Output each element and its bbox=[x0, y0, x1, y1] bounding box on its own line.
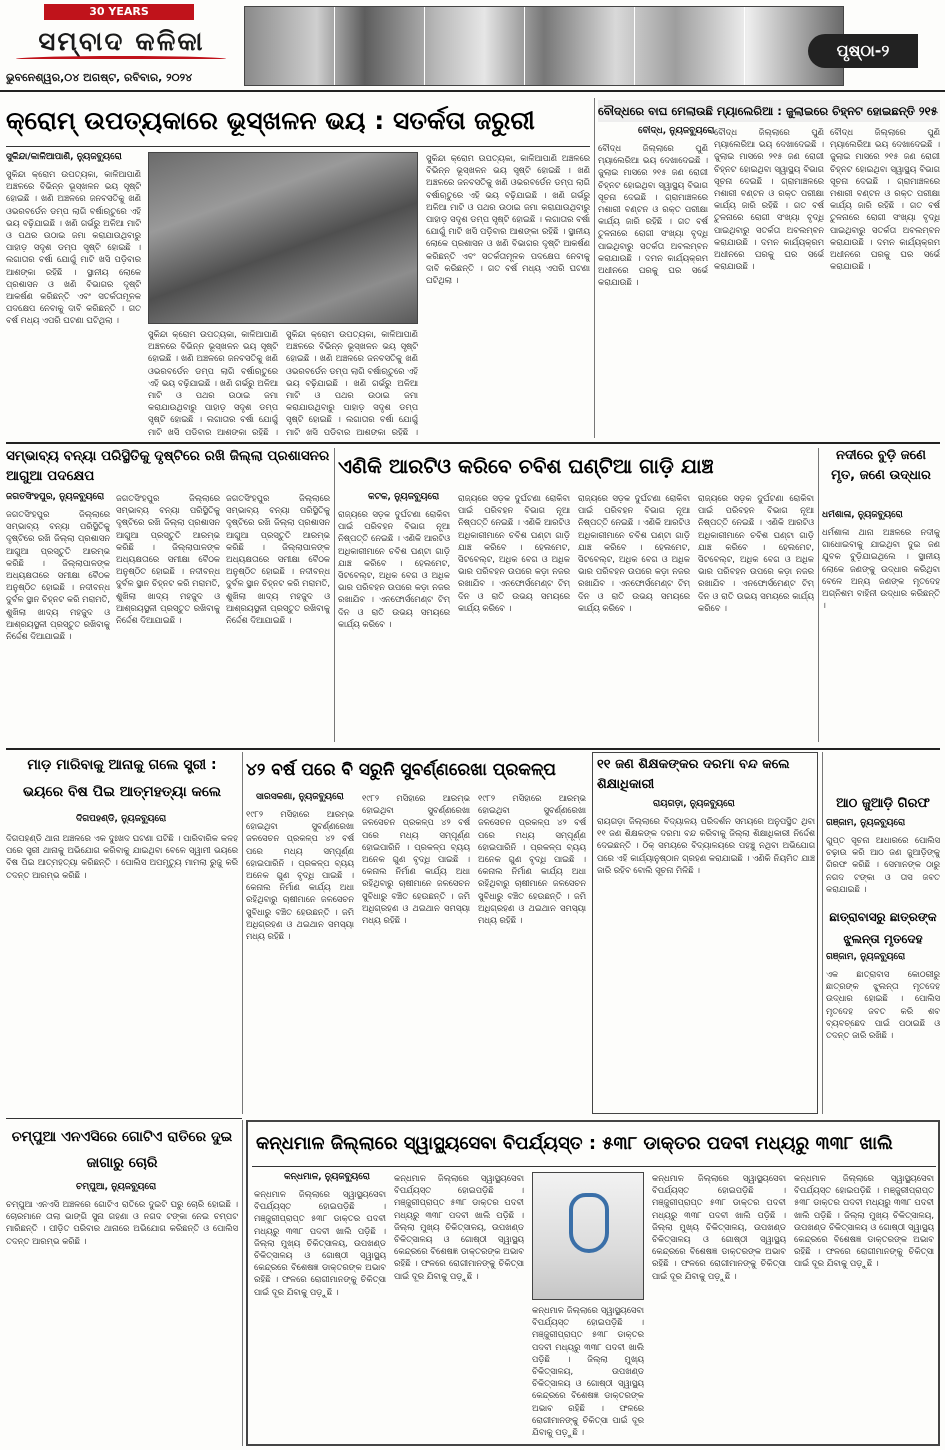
dateline: ଭୁବନେଶ୍ୱର,୦୪ ଅଗଷ୍ଟ, ରବିବାର, ୨୦୨୪ bbox=[6, 71, 193, 84]
body-text: ଦିଗପହଣ୍ଡି ଥାନା ଅଞ୍ଚଳରେ ଏକ ଦୁଃଖଦ ଘଟଣା ଘଟିଛି । ପାରିବାରିକ କଳହ ପରେ ସ୍ତ୍ରୀ ଥାନାକୁ ଅଭିଯୋଗ କରିବାକୁ ଯାଇଥିବା ବେଳେ ସ୍ୱାମୀ ଭୟରେ ବିଷ ପିଇ ଆତ୍ମହତ୍ୟା କରିଛନ୍ତି । ପୋଲିସ ଅପମୃତ୍ୟୁ ମାମଲା ରୁଜୁ କରି ତଦନ୍ତ ଆରମ୍ଭ କରିଛି । bbox=[6, 833, 238, 880]
body-column-1: କନ୍ଧମାଳ ଜିଲ୍ଲାରେ ସ୍ୱାସ୍ଥ୍ୟସେବା ବିପର୍ଯ୍ୟସ୍ତ ହୋଇପଡ଼ିଛି । ମଞ୍ଜୁରୀପ୍ରାପ୍ତ ୫୩୮ ଡାକ୍ତର ପଦବୀ ମଧ୍ୟରୁ ୩୩୮ ପଦବୀ ଖାଲି ପଡ଼ିଛି । ଜିଲ୍ଲା ମୁଖ୍ୟ ଚିକିତ୍ସାଳୟ, ଉପଖଣ୍ଡ ଚିକିତ୍ସାଳୟ ଓ ଗୋଷ୍ଠୀ ସ୍ୱାସ୍ଥ୍ୟ କେନ୍ଦ୍ରରେ ବିଶେଷଜ୍ଞ ଡାକ୍ତରଙ୍କ ଅଭାବ ରହିଛି । ଫଳରେ ରୋଗୀମାନଙ୍କୁ ଚିକିତ୍ସା ପାଇଁ ଦୂର ଯିବାକୁ ପଡ଼ୁଛି । bbox=[254, 1189, 386, 1297]
headline: କନ୍ଧମାଳ ଜିଲ୍ଲାରେ ସ୍ୱାସ୍ଥ୍ୟସେବା ବିପର୍ଯ୍ୟସ୍ତ : ୫୩୮ ଡାକ୍ତର ପଦବୀ ମଧ୍ୟରୁ ୩୩୮ ଖାଲି bbox=[256, 1133, 893, 1154]
story-river-drowning bbox=[822, 446, 940, 744]
story-subarnarekha bbox=[246, 752, 586, 1114]
headline: ଆଠ ଜୁଆଡ଼ି ଗିରଫ bbox=[836, 796, 930, 811]
temple-photo bbox=[245, 7, 335, 86]
column-divider bbox=[242, 752, 243, 1114]
landslide-photo bbox=[148, 152, 418, 324]
section-divider bbox=[6, 748, 940, 750]
headline: ମାଡ଼ ମାରିବାକୁ ଆନାକୁ ଗଲେ ସ୍ତ୍ରୀ : ଭୟରେ ବିଷ ପିଇ ଆତ୍ମହତ୍ୟା କଲେ bbox=[22, 757, 222, 800]
heritage-photo-strip bbox=[244, 6, 844, 86]
folk-art-photo bbox=[525, 7, 635, 86]
byline: ଧର୍ମଶାଳା, ନ୍ୟୁଜବ୍ୟୁରୋ bbox=[822, 510, 903, 520]
body-column-1: ବୌଦ୍ଧ ଜିଲ୍ଲାରେ ପୁଣି ମ୍ୟାଲେରିଆ ଭୟ ଦେଖାଦେଇଛି । ଜୁଲାଇ ମାସରେ ୨୧୫ ଜଣ ରୋଗୀ ଚିହ୍ନଟ ହୋଇଥିବା ସ୍ୱାସ୍ଥ୍ୟ ବିଭାଗ ସୂଚନା ଦେଇଛି । ଗ୍ରାମାଞ୍ଚଳରେ ମଶାରୀ ବଣ୍ଟନ ଓ ରକ୍ତ ପରୀକ୍ଷା କାର୍ଯ୍ୟ ଜାରି ରହିଛି । ଗତ ବର୍ଷ ତୁଳନାରେ ରୋଗୀ ସଂଖ୍ୟା ବୃଦ୍ଧି ପାଇଥିବାରୁ ସତର୍କତା ଅବଲମ୍ବନ କରାଯାଉଛି । ଦମନ କାର୍ଯ୍ୟକ୍ରମ ଅଧୀନରେ ଘରକୁ ଘର ସର୍ଭେ କରାଯାଉଛି । bbox=[598, 143, 708, 288]
headline: ଛାତ୍ରାବାସରୁ ଛାତ୍ରଙ୍କ ଝୁଲନ୍ତା ମୃତଦେହ bbox=[829, 910, 937, 946]
byline: ବୌଦ୍ଧ, ନ୍ୟୁଜବ୍ୟୁରୋ bbox=[638, 126, 715, 136]
column-divider bbox=[594, 98, 595, 438]
body-column-4: ରାଜ୍ୟରେ ସଡ଼କ ଦୁର୍ଘଟଣା ରୋକିବା ପାଇଁ ପରିବହନ ବିଭାଗ ନୂଆ ନିଷ୍ପତ୍ତି ନେଇଛି । ଏଣିକି ଆରଟିଓ ଅଧିକାରୀମାନେ ଚବିଶ ଘଣ୍ଟା ଗାଡ଼ି ଯାଞ୍ଚ କରିବେ । ହେଲମେଟ, ସିଟବେଲ୍ଟ, ଅଧିକ ବେଗ ଓ ଅଧିକ ଭାର ପରିବହନ ଉପରେ କଡ଼ା ନଜର ରଖାଯିବ । ଏନଫୋର୍ସମେଣ୍ଟ ଟିମ୍ ଦିନ ଓ ରାତି ଉଭୟ ସମୟରେ କାର୍ଯ୍ୟ କରିବେ । bbox=[698, 493, 814, 613]
story-gamblers-arrest bbox=[826, 752, 940, 904]
story-kandhamal-doctors bbox=[246, 1120, 940, 1446]
byline: ରାୟଗଡ଼ା, ନ୍ୟୁଜବ୍ୟୁରୋ bbox=[653, 799, 735, 809]
body-column-5: କନ୍ଧମାଳ ଜିଲ୍ଲାରେ ସ୍ୱାସ୍ଥ୍ୟସେବା ବିପର୍ଯ୍ୟସ୍ତ ହୋଇପଡ଼ିଛି । ମଞ୍ଜୁରୀପ୍ରାପ୍ତ ୫୩୮ ଡାକ୍ତର ପଦବୀ ମଧ୍ୟରୁ ୩୩୮ ପଦବୀ ଖାଲି ପଡ଼ିଛି । ଜିଲ୍ଲା ମୁଖ୍ୟ ଚିକିତ୍ସାଳୟ, ଉପଖଣ୍ଡ ଚିକିତ୍ସାଳୟ ଓ ଗୋଷ୍ଠୀ ସ୍ୱାସ୍ଥ୍ୟ କେନ୍ଦ୍ରରେ ବିଶେଷଜ୍ଞ ଡାକ୍ତରଙ୍କ ଅଭାବ ରହିଛି । ଫଳରେ ରୋଗୀମାନଙ୍କୁ ଚିକିତ୍ସା ପାଇଁ ଦୂର ଯିବାକୁ ପଡ଼ୁଛି । bbox=[794, 1173, 934, 1269]
headline: ଚମ୍ପୁଆ ଏନଏସିରେ ଗୋଟିଏ ରାତିରେ ଦୁଇ ଜାଗାରୁ ଚୋରି bbox=[11, 1129, 233, 1171]
body-column-3: ସୁକିନ୍ଦା କ୍ରୋମ ଉପତ୍ୟକା, କାଳିଆପାଣି ଅଞ୍ଚଳରେ ବିଭିନ୍ନ ଭୂସ୍ଖଳନ ଭୟ ସୃଷ୍ଟି ହୋଇଛି । ଖଣି ଅଞ୍ଚଳରେ ଜନବସତିକୁ ଖଣି ଓଭରବର୍ଡେନ ଡମ୍ପ ଲାଗି ବର୍ଷାଋତୁରେ ଏହି ଭୟ ବଢ଼ିଯାଇଛି । ଖଣି ଗର୍ଭରୁ ଅଳିଆ ମାଟି ଓ ପଥର ଉଠାଇ ଜମା କରାଯାଉଥିବାରୁ ପାହାଡ଼ ସଦୃଶ ଡମ୍ପ ସୃଷ୍ଟି ହୋଇଛି । ଲଗାତାର ବର୍ଷା ଯୋଗୁଁ ମାଟି ଖସି ପଡ଼ିବାର ଆଶଙ୍କା ରହିଛି । bbox=[286, 329, 418, 436]
body-column-3: ଜଗତସିଂହପୁର ଜିଲ୍ଲାରେ ସମ୍ଭାବ୍ୟ ବନ୍ୟା ପରିସ୍ଥିତିକୁ ଦୃଷ୍ଟିରେ ରଖି ଜିଲ୍ଲା ପ୍ରଶାସନ ଆଗୁଆ ପ୍ରସ୍ତୁତି ଆରମ୍ଭ କରିଛି । ଜିଲ୍ଲାପାଳଙ୍କ ଅଧ୍ୟକ୍ଷତାରେ ସମୀକ୍ଷା ବୈଠକ ଅନୁଷ୍ଠିତ ହୋଇଛି । ନଦୀବନ୍ଧ ଦୁର୍ବଳ ସ୍ଥାନ ଚିହ୍ନଟ କରି ମରାମତି, ଶୁଖିଲା ଖାଦ୍ୟ ମହଜୁଦ ଓ ଆଶ୍ରୟସ୍ଥଳୀ ପ୍ରସ୍ତୁତ ରଖିବାକୁ ନିର୍ଦ୍ଦେଶ ଦିଆଯାଇଛି । bbox=[226, 493, 330, 626]
body-column-2: ରାଜ୍ୟରେ ସଡ଼କ ଦୁର୍ଘଟଣା ରୋକିବା ପାଇଁ ପରିବହନ ବିଭାଗ ନୂଆ ନିଷ୍ପତ୍ତି ନେଇଛି । ଏଣିକି ଆରଟିଓ ଅଧିକାରୀମାନେ ଚବିଶ ଘଣ୍ଟା ଗାଡ଼ି ଯାଞ୍ଚ କରିବେ । ହେଲମେଟ, ସିଟବେଲ୍ଟ, ଅଧିକ ବେଗ ଓ ଅଧିକ ଭାର ପରିବହନ ଉପରେ କଡ଼ା ନଜର ରଖାଯିବ । ଏନଫୋର୍ସମେଣ୍ଟ ଟିମ୍ ଦିନ ଓ ରାତି ଉଭୟ ସମୟରେ କାର୍ଯ୍ୟ କରିବେ । bbox=[458, 493, 570, 613]
body-column-2: ବୌଦ୍ଧ ଜିଲ୍ଲାରେ ପୁଣି ମ୍ୟାଲେରିଆ ଭୟ ଦେଖାଦେଇଛି । ଜୁଲାଇ ମାସରେ ୨୧୫ ଜଣ ରୋଗୀ ଚିହ୍ନଟ ହୋଇଥିବା ସ୍ୱାସ୍ଥ୍ୟ ବିଭାଗ ସୂଚନା ଦେଇଛି । ଗ୍ରାମାଞ୍ଚଳରେ ମଶାରୀ ବଣ୍ଟନ ଓ ରକ୍ତ ପରୀକ୍ଷା କାର୍ଯ୍ୟ ଜାରି ରହିଛି । ଗତ ବର୍ଷ ତୁଳନାରେ ରୋଗୀ ସଂଖ୍ୟା ବୃଦ୍ଧି ପାଇଥିବାରୁ ସତର୍କତା ଅବଲମ୍ବନ କରାଯାଉଛି । ଦମନ କାର୍ଯ୍ୟକ୍ରମ ଅଧୀନରେ ଘରକୁ ଘର ସର୍ଭେ କରାଯାଉଛି । bbox=[714, 127, 824, 272]
body-text: ରାୟଗଡ଼ା ଜିଲ୍ଲାରେ ବିଦ୍ୟାଳୟ ପରିଦର୍ଶନ ସମୟରେ ଅନୁପସ୍ଥିତ ଥିବା ୧୧ ଜଣ ଶିକ୍ଷକଙ୍କ ଦରମା ବନ୍ଦ କରିବାକୁ ଜିଲ୍ଲା ଶିକ୍ଷାଧିକାରୀ ନିର୍ଦ୍ଦେଶ ଦେଇଛନ୍ତି । ଠିକ୍ ସମୟରେ ବିଦ୍ୟାଳୟରେ ପହଞ୍ଚୁ ନଥିବା ଅଭିଯୋଗ ପରେ ଏହି କାର୍ଯ୍ୟାନୁଷ୍ଠାନ ଗ୍ରହଣ କରାଯାଇଛି । ଏଣିକି ନିୟମିତ ଯାଞ୍ଚ ଜାରି ରହିବ ବୋଲି ସୂଚନା ମିଳିଛି । bbox=[597, 816, 815, 875]
body-column-3: ରାଜ୍ୟରେ ସଡ଼କ ଦୁର୍ଘଟଣା ରୋକିବା ପାଇଁ ପରିବହନ ବିଭାଗ ନୂଆ ନିଷ୍ପତ୍ତି ନେଇଛି । ଏଣିକି ଆରଟିଓ ଅଧିକାରୀମାନେ ଚବିଶ ଘଣ୍ଟା ଗାଡ଼ି ଯାଞ୍ଚ କରିବେ । ହେଲମେଟ, ସିଟବେଲ୍ଟ, ଅଧିକ ବେଗ ଓ ଅଧିକ ଭାର ପରିବହନ ଉପରେ କଡ଼ା ନଜର ରଖାଯିବ । ଏନଫୋର୍ସମେଣ୍ଟ ଟିମ୍ ଦିନ ଓ ରାତି ଉଭୟ ସମୟରେ କାର୍ଯ୍ୟ କରିବେ । bbox=[578, 493, 690, 613]
body-column-4: ସୁକିନ୍ଦା କ୍ରୋମ ଉପତ୍ୟକା, କାଳିଆପାଣି ଅଞ୍ଚଳରେ ବିଭିନ୍ନ ଭୂସ୍ଖଳନ ଭୟ ସୃଷ୍ଟି ହୋଇଛି । ଖଣି ଅଞ୍ଚଳରେ ଜନବସତିକୁ ଖଣି ଓଭରବର୍ଡେନ ଡମ୍ପ ଲାଗି ବର୍ଷାଋତୁରେ ଏହି ଭୟ ବଢ଼ିଯାଇଛି । ଖଣି ଗର୍ଭରୁ ଅଳିଆ ମାଟି ଓ ପଥର ଉଠାଇ ଜମା କରାଯାଉଥିବାରୁ ପାହାଡ଼ ସଦୃଶ ଡମ୍ପ ସୃଷ୍ଟି ହୋଇଛି । ଲଗାତାର ବର୍ଷା ଯୋଗୁଁ ମାଟି ଖସି ପଡ଼ିବାର ଆଶଙ୍କା ରହିଛି । ସ୍ଥାନୀୟ ଲୋକେ ପ୍ରଶାସନ ଓ ଖଣି ବିଭାଗର ଦୃଷ୍ଟି ଆକର୍ଷଣ କରିଛନ୍ତି ଏବଂ ସତର୍କତାମୂଳକ ପଦକ୍ଷେପ ନେବାକୁ ଦାବି କରିଛନ୍ତି । ଗତ ବର୍ଷ ମଧ୍ୟ ଏପରି ଘଟଣା ଘଟିଥିଲା । bbox=[426, 153, 590, 286]
headline: ୧୧ ଜଣ ଶିକ୍ଷକଙ୍କର ଦରମା ବନ୍ଦ କଲେ ଶିକ୍ଷାଧିକାରୀ bbox=[597, 757, 790, 792]
byline: କଟକ, ନ୍ୟୁଜବ୍ୟୁରୋ bbox=[368, 492, 440, 502]
story-teacher-salary bbox=[592, 752, 818, 1114]
headline: କ୍ରୋମ୍ ଉପତ୍ୟକାରେ ଭୂସ୍ଖଳନ ଭୟ : ସତର୍କତା ଜରୁରୀ bbox=[6, 106, 535, 135]
body-column-1: ଜଗତସିଂହପୁର ଜିଲ୍ଲାରେ ସମ୍ଭାବ୍ୟ ବନ୍ୟା ପରିସ୍ଥିତିକୁ ଦୃଷ୍ଟିରେ ରଖି ଜିଲ୍ଲା ପ୍ରଶାସନ ଆଗୁଆ ପ୍ରସ୍ତୁତି ଆରମ୍ଭ କରିଛି । ଜିଲ୍ଲାପାଳଙ୍କ ଅଧ୍ୟକ୍ଷତାରେ ସମୀକ୍ଷା ବୈଠକ ଅନୁଷ୍ଠିତ ହୋଇଛି । ନଦୀବନ୍ଧ ଦୁର୍ବଳ ସ୍ଥାନ ଚିହ୍ନଟ କରି ମରାମତି, ଶୁଖିଲା ଖାଦ୍ୟ ମହଜୁଦ ଓ ଆଶ୍ରୟସ୍ଥଳୀ ପ୍ରସ୍ତୁତ ରଖିବାକୁ ନିର୍ଦ୍ଦେଶ ଦିଆଯାଇଛି । bbox=[6, 509, 110, 642]
body-column-1: ସୁକିନ୍ଦା କ୍ରୋମ ଉପତ୍ୟକା, କାଳିଆପାଣି ଅଞ୍ଚଳରେ ବିଭିନ୍ନ ଭୂସ୍ଖଳନ ଭୟ ସୃଷ୍ଟି ହୋଇଛି । ଖଣି ଅଞ୍ଚଳରେ ଜନବସତିକୁ ଖଣି ଓଭରବର୍ଡେନ ଡମ୍ପ ଲାଗି ବର୍ଷାଋତୁରେ ଏହି ଭୟ ବଢ଼ିଯାଇଛି । ଖଣି ଗର୍ଭରୁ ଅଳିଆ ମାଟି ଓ ପଥର ଉଠାଇ ଜମା କରାଯାଉଥିବାରୁ ପାହାଡ଼ ସଦୃଶ ଡମ୍ପ ସୃଷ୍ଟି ହୋଇଛି । ଲଗାତାର ବର୍ଷା ଯୋଗୁଁ ମାଟି ଖସି ପଡ଼ିବାର ଆଶଙ୍କା ରହିଛି । ସ୍ଥାନୀୟ ଲୋକେ ପ୍ରଶାସନ ଓ ଖଣି ବିଭାଗର ଦୃଷ୍ଟି ଆକର୍ଷଣ କରିଛନ୍ତି ଏବଂ ସତର୍କତାମୂଳକ ପଦକ୍ଷେପ ନେବାକୁ ଦାବି କରିଛନ୍ତି । ଗତ ବର୍ଷ ମଧ୍ୟ ଏପରି ଘଟଣା ଘଟିଥିଲା । bbox=[6, 169, 141, 326]
page-number-tag: ପୃଷ୍ଠା-୨ bbox=[808, 34, 918, 68]
story-husband-suicide bbox=[6, 752, 238, 1114]
body-text: ଧର୍ମଶାଳା ଥାନା ଅଞ୍ଚଳରେ ନଦୀକୁ ଗାଧୋଇବାକୁ ଯାଇଥିବା ଦୁଇ ଜଣ ଯୁବକ ବୁଡ଼ିଯାଇଥିଲେ । ସ୍ଥାନୀୟ ଲୋକେ ଜଣଙ୍କୁ ଉଦ୍ଧାର କରିଥିବା ବେଳେ ଅନ୍ୟ ଜଣଙ୍କ ମୃତଦେହ ଅଗ୍ନିଶମ ବାହିନୀ ଉଦ୍ଧାର କରିଛନ୍ତି । bbox=[822, 527, 940, 611]
story-hostel-body bbox=[826, 906, 940, 1114]
body-text: ଏକ ଛାତ୍ରାବାସ କୋଠରୀରୁ ଛାତ୍ରଙ୍କ ଝୁଲନ୍ତା ମୃତଦେହ ଉଦ୍ଧାର ହୋଇଛି । ପୋଲିସ ମୃତଦେହ ଜବତ କରି ଶବ ବ୍ୟବଚ୍ଛେଦ ପାଇଁ ପଠାଇଛି ଓ ତଦନ୍ତ ଜାରି ରଖିଛି । bbox=[826, 969, 940, 1041]
headline: ନଦୀରେ ବୁଡ଼ି ଜଣେ ମୃତ, ଜଣେ ଉଦ୍ଧାର bbox=[831, 448, 931, 483]
byline: ସୁକିନ୍ଦା/କାଳିଆପାଣି, ନ୍ୟୁଜବ୍ୟୁରୋ bbox=[6, 152, 122, 162]
column-divider bbox=[818, 448, 819, 742]
section-divider bbox=[6, 442, 940, 444]
byline: ଗଞ୍ଜାମ, ନ୍ୟୁଜବ୍ୟୁରୋ bbox=[826, 818, 906, 828]
body-column-2: ୧୯୮୨ ମସିହାରେ ଆରମ୍ଭ ହୋଇଥିବା ସୁବର୍ଣ୍ଣରେଖା ଜଳସେଚନ ପ୍ରକଳ୍ପ ୪୨ ବର୍ଷ ପରେ ମଧ୍ୟ ସମ୍ପୂର୍ଣ୍ଣ ହୋଇପାରିନି । ପ୍ରକଳ୍ପ ବ୍ୟୟ ଅନେକ ଗୁଣ ବୃଦ୍ଧି ପାଇଛି । କେନାଲ ନିର୍ମାଣ କାର୍ଯ୍ୟ ଅଧା ରହିଥିବାରୁ ଚାଷୀମାନେ ଜଳସେଚନ ସୁବିଧାରୁ ବଞ୍ଚିତ ହେଉଛନ୍ତି । ଜମି ଅଧିଗ୍ରହଣ ଓ ଥଇଥାନ ସମସ୍ୟା ମଧ୍ୟ ରହିଛି । bbox=[362, 793, 470, 926]
byline: ସାରସକଣା, ନ୍ୟୁଜବ୍ୟୁରୋ bbox=[256, 792, 344, 802]
divider bbox=[252, 1166, 936, 1167]
stethoscope-icon bbox=[569, 1193, 609, 1253]
divider bbox=[6, 146, 590, 147]
masthead bbox=[0, 0, 945, 92]
newspaper-logo bbox=[4, 4, 236, 66]
body-column-3: କନ୍ଧମାଳ ଜିଲ୍ଲାରେ ସ୍ୱାସ୍ଥ୍ୟସେବା ବିପର୍ଯ୍ୟସ୍ତ ହୋଇପଡ଼ିଛି । ମଞ୍ଜୁରୀପ୍ରାପ୍ତ ୫୩୮ ଡାକ୍ତର ପଦବୀ ମଧ୍ୟରୁ ୩୩୮ ପଦବୀ ଖାଲି ପଡ଼ିଛି । ଜିଲ୍ଲା ମୁଖ୍ୟ ଚିକିତ୍ସାଳୟ, ଉପଖଣ୍ଡ ଚିକିତ୍ସାଳୟ ଓ ଗୋଷ୍ଠୀ ସ୍ୱାସ୍ଥ୍ୟ କେନ୍ଦ୍ରରେ ବିଶେଷଜ୍ଞ ଡାକ୍ତରଙ୍କ ଅଭାବ ରହିଛି । ଫଳରେ ରୋଗୀମାନଙ୍କୁ ଚିକିତ୍ସା ପାଇଁ ଦୂର ଯିବାକୁ ପଡ଼ୁଛି । bbox=[532, 1305, 644, 1438]
weaving-photo bbox=[335, 7, 425, 86]
byline: ଦିଗପହଣ୍ଡି, ନ୍ୟୁଜବ୍ୟୁରୋ bbox=[76, 814, 167, 824]
headline: ସମ୍ଭାବ୍ୟ ବନ୍ୟା ପରିସ୍ଥିତିକୁ ଦୃଷ୍ଟିରେ ରଖି ଜିଲ୍ଲା ପ୍ରଶାସନର ଆଗୁଆ ପଦକ୍ଷେପ bbox=[6, 448, 330, 484]
section-divider bbox=[6, 1118, 242, 1119]
body-column-3: ୧୯୮୨ ମସିହାରେ ଆରମ୍ଭ ହୋଇଥିବା ସୁବର୍ଣ୍ଣରେଖା ଜଳସେଚନ ପ୍ରକଳ୍ପ ୪୨ ବର୍ଷ ପରେ ମଧ୍ୟ ସମ୍ପୂର୍ଣ୍ଣ ହୋଇପାରିନି । ପ୍ରକଳ୍ପ ବ୍ୟୟ ଅନେକ ଗୁଣ ବୃଦ୍ଧି ପାଇଛି । କେନାଲ ନିର୍ମାଣ କାର୍ଯ୍ୟ ଅଧା ରହିଥିବାରୁ ଚାଷୀମାନେ ଜଳସେଚନ ସୁବିଧାରୁ ବଞ୍ଚିତ ହେଉଛନ୍ତି । ଜମି ଅଧିଗ୍ରହଣ ଓ ଥଇଥାନ ସମସ୍ୟା ମଧ୍ୟ ରହିଛି । bbox=[478, 793, 586, 926]
years-badge: 30 YEARS bbox=[44, 4, 194, 20]
column-divider bbox=[334, 448, 335, 742]
body-column-1: ରାଜ୍ୟରେ ସଡ଼କ ଦୁର୍ଘଟଣା ରୋକିବା ପାଇଁ ପରିବହନ ବିଭାଗ ନୂଆ ନିଷ୍ପତ୍ତି ନେଇଛି । ଏଣିକି ଆରଟିଓ ଅଧିକାରୀମାନେ ଚବିଶ ଘଣ୍ଟା ଗାଡ଼ି ଯାଞ୍ଚ କରିବେ । ହେଲମେଟ, ସିଟବେଲ୍ଟ, ଅଧିକ ବେଗ ଓ ଅଧିକ ଭାର ପରିବହନ ଉପରେ କଡ଼ା ନଜର ରଖାଯିବ । ଏନଫୋର୍ସମେଣ୍ଟ ଟିମ୍ ଦିନ ଓ ରାତି ଉଭୟ ସମୟରେ କାର୍ଯ୍ୟ କରିବେ । bbox=[338, 509, 450, 629]
body-column-2: ଜଗତସିଂହପୁର ଜିଲ୍ଲାରେ ସମ୍ଭାବ୍ୟ ବନ୍ୟା ପରିସ୍ଥିତିକୁ ଦୃଷ୍ଟିରେ ରଖି ଜିଲ୍ଲା ପ୍ରଶାସନ ଆଗୁଆ ପ୍ରସ୍ତୁତି ଆରମ୍ଭ କରିଛି । ଜିଲ୍ଲାପାଳଙ୍କ ଅଧ୍ୟକ୍ଷତାରେ ସମୀକ୍ଷା ବୈଠକ ଅନୁଷ୍ଠିତ ହୋଇଛି । ନଦୀବନ୍ଧ ଦୁର୍ବଳ ସ୍ଥାନ ଚିହ୍ନଟ କରି ମରାମତି, ଶୁଖିଲା ଖାଦ୍ୟ ମହଜୁଦ ଓ ଆଶ୍ରୟସ୍ଥଳୀ ପ୍ରସ୍ତୁତ ରଖିବାକୁ ନିର୍ଦ୍ଦେଶ ଦିଆଯାଇଛି । bbox=[116, 493, 220, 626]
body-text: ଚମ୍ପୁଆ ଏନଏସି ଅଞ୍ଚଳରେ ଗୋଟିଏ ରାତିରେ ଦୁଇଟି ଘରୁ ଚୋରି ହୋଇଛି । ଚୋରମାନେ ତାଲା ଭାଙ୍ଗି ସୁନା ଗହଣା ଓ ନଗଦ ଟଙ୍କା ନେଇ ଚମ୍ପଟ ମାରିଛନ୍ତି । ପୀଡ଼ିତ ପରିବାର ଥାନାରେ ଅଭିଯୋଗ କରିଛନ୍ତି ଓ ପୋଲିସ ତଦନ୍ତ ଆରମ୍ଭ କରିଛି । bbox=[6, 1199, 238, 1246]
stethoscope-photo bbox=[532, 1172, 644, 1300]
body-column-2: କନ୍ଧମାଳ ଜିଲ୍ଲାରେ ସ୍ୱାସ୍ଥ୍ୟସେବା ବିପର୍ଯ୍ୟସ୍ତ ହୋଇପଡ଼ିଛି । ମଞ୍ଜୁରୀପ୍ରାପ୍ତ ୫୩୮ ଡାକ୍ତର ପଦବୀ ମଧ୍ୟରୁ ୩୩୮ ପଦବୀ ଖାଲି ପଡ଼ିଛି । ଜିଲ୍ଲା ମୁଖ୍ୟ ଚିକିତ୍ସାଳୟ, ଉପଖଣ୍ଡ ଚିକିତ୍ସାଳୟ ଓ ଗୋଷ୍ଠୀ ସ୍ୱାସ୍ଥ୍ୟ କେନ୍ଦ୍ରରେ ବିଶେଷଜ୍ଞ ଡାକ୍ତରଙ୍କ ଅଭାବ ରହିଛି । ଫଳରେ ରୋଗୀମାନଙ୍କୁ ଚିକିତ୍ସା ପାଇଁ ଦୂର ଯିବାକୁ ପଡ଼ୁଛି । bbox=[394, 1173, 524, 1281]
headline: ଏଣିକି ଆରଟିଓ କରିବେ ଚବିଶ ଘଣ୍ଟିଆ ଗାଡ଼ି ଯାଞ୍ଚ bbox=[338, 454, 714, 478]
story-malaria bbox=[598, 98, 940, 438]
story-rto-checking bbox=[338, 446, 814, 744]
story-chrome-valley bbox=[6, 98, 590, 438]
headline: ବୌଦ୍ଧରେ ବାଘ ମେଲାଉଛି ମ୍ୟାଲେରିଆ : ଜୁଲାଇରେ ଚିହ୍ନଟ ହୋଇଛନ୍ତି ୨୧୫ bbox=[598, 100, 940, 122]
column-divider bbox=[822, 752, 823, 1114]
body-text: ଗୁପ୍ତ ସୂଚନା ଆଧାରରେ ପୋଲିସ ଚଢ଼ାଉ କରି ଆଠ ଜଣ ଜୁଆଡ଼ିଙ୍କୁ ଗିରଫ କରିଛି । ସେମାନଙ୍କ ଠାରୁ ନଗଦ ଟଙ୍କା ଓ ତାସ ଜବତ କରାଯାଇଛି । bbox=[826, 835, 940, 894]
column-divider bbox=[242, 1120, 243, 1446]
story-champua-theft bbox=[6, 1120, 238, 1446]
byline: ଜଗତସିଂହପୁର, ନ୍ୟୁଜବ୍ୟୁରୋ bbox=[6, 492, 105, 502]
village-women-photo bbox=[635, 7, 745, 86]
logo-text: ସମ୍ବାଦ କଳିକା bbox=[38, 27, 205, 57]
byline: କନ୍ଧମାଳ, ନ୍ୟୁଜବ୍ୟୁରୋ bbox=[284, 1172, 370, 1182]
body-column-3: ବୌଦ୍ଧ ଜିଲ୍ଲାରେ ପୁଣି ମ୍ୟାଲେରିଆ ଭୟ ଦେଖାଦେଇଛି । ଜୁଲାଇ ମାସରେ ୨୧୫ ଜଣ ରୋଗୀ ଚିହ୍ନଟ ହୋଇଥିବା ସ୍ୱାସ୍ଥ୍ୟ ବିଭାଗ ସୂଚନା ଦେଇଛି । ଗ୍ରାମାଞ୍ଚଳରେ ମଶାରୀ ବଣ୍ଟନ ଓ ରକ୍ତ ପରୀକ୍ଷା କାର୍ଯ୍ୟ ଜାରି ରହିଛି । ଗତ ବର୍ଷ ତୁଳନାରେ ରୋଗୀ ସଂଖ୍ୟା ବୃଦ୍ଧି ପାଇଥିବାରୁ ସତର୍କତା ଅବଲମ୍ବନ କରାଯାଉଛି । ଦମନ କାର୍ଯ୍ୟକ୍ରମ ଅଧୀନରେ ଘରକୁ ଘର ସର୍ଭେ କରାଯାଉଛି । bbox=[830, 127, 940, 272]
body-column-1: ୧୯୮୨ ମସିହାରେ ଆରମ୍ଭ ହୋଇଥିବା ସୁବର୍ଣ୍ଣରେଖା ଜଳସେଚନ ପ୍ରକଳ୍ପ ୪୨ ବର୍ଷ ପରେ ମଧ୍ୟ ସମ୍ପୂର୍ଣ୍ଣ ହୋଇପାରିନି । ପ୍ରକଳ୍ପ ବ୍ୟୟ ଅନେକ ଗୁଣ ବୃଦ୍ଧି ପାଇଛି । କେନାଲ ନିର୍ମାଣ କାର୍ଯ୍ୟ ଅଧା ରହିଥିବାରୁ ଚାଷୀମାନେ ଜଳସେଚନ ସୁବିଧାରୁ ବଞ୍ଚିତ ହେଉଛନ୍ତି । ଜମି ଅଧିଗ୍ରହଣ ଓ ଥଇଥାନ ସମସ୍ୟା ମଧ୍ୟ ରହିଛି । bbox=[246, 809, 354, 942]
logo-swash-decoration bbox=[16, 56, 226, 62]
body-column-4: କନ୍ଧମାଳ ଜିଲ୍ଲାରେ ସ୍ୱାସ୍ଥ୍ୟସେବା ବିପର୍ଯ୍ୟସ୍ତ ହୋଇପଡ଼ିଛି । ମଞ୍ଜୁରୀପ୍ରାପ୍ତ ୫୩୮ ଡାକ୍ତର ପଦବୀ ମଧ୍ୟରୁ ୩୩୮ ପଦବୀ ଖାଲି ପଡ଼ିଛି । ଜିଲ୍ଲା ମୁଖ୍ୟ ଚିକିତ୍ସାଳୟ, ଉପଖଣ୍ଡ ଚିକିତ୍ସାଳୟ ଓ ଗୋଷ୍ଠୀ ସ୍ୱାସ୍ଥ୍ୟ କେନ୍ଦ୍ରରେ ବିଶେଷଜ୍ଞ ଡାକ୍ତରଙ୍କ ଅଭାବ ରହିଛି । ଫଳରେ ରୋଗୀମାନଙ୍କୁ ଚିକିତ୍ସା ପାଇଁ ଦୂର ଯିବାକୁ ପଡ଼ୁଛି । bbox=[652, 1173, 786, 1281]
byline: ଚମ୍ପୁଆ, ନ୍ୟୁଜବ୍ୟୁରୋ bbox=[76, 1182, 157, 1192]
children-photo bbox=[425, 7, 525, 86]
body-column-2: ସୁକିନ୍ଦା କ୍ରୋମ ଉପତ୍ୟକା, କାଳିଆପାଣି ଅଞ୍ଚଳରେ ବିଭିନ୍ନ ଭୂସ୍ଖଳନ ଭୟ ସୃଷ୍ଟି ହୋଇଛି । ଖଣି ଅଞ୍ଚଳରେ ଜନବସତିକୁ ଖଣି ଓଭରବର୍ଡେନ ଡମ୍ପ ଲାଗି ବର୍ଷାଋତୁରେ ଏହି ଭୟ ବଢ଼ିଯାଇଛି । ଖଣି ଗର୍ଭରୁ ଅଳିଆ ମାଟି ଓ ପଥର ଉଠାଇ ଜମା କରାଯାଉଥିବାରୁ ପାହାଡ଼ ସଦୃଶ ଡମ୍ପ ସୃଷ୍ଟି ହୋଇଛି । ଲଗାତାର ବର୍ଷା ଯୋଗୁଁ ମାଟି ଖସି ପଡ଼ିବାର ଆଶଙ୍କା ରହିଛି । bbox=[148, 329, 278, 436]
byline: ଗଞ୍ଜାମ, ନ୍ୟୁଜବ୍ୟୁରୋ bbox=[826, 952, 906, 962]
headline: ୪୨ ବର୍ଷ ପରେ ବି ସରୁନି ସୁବର୍ଣ୍ଣରେଖା ପ୍ରକଳ୍ପ bbox=[246, 760, 556, 780]
story-flood-preparedness bbox=[6, 446, 330, 744]
